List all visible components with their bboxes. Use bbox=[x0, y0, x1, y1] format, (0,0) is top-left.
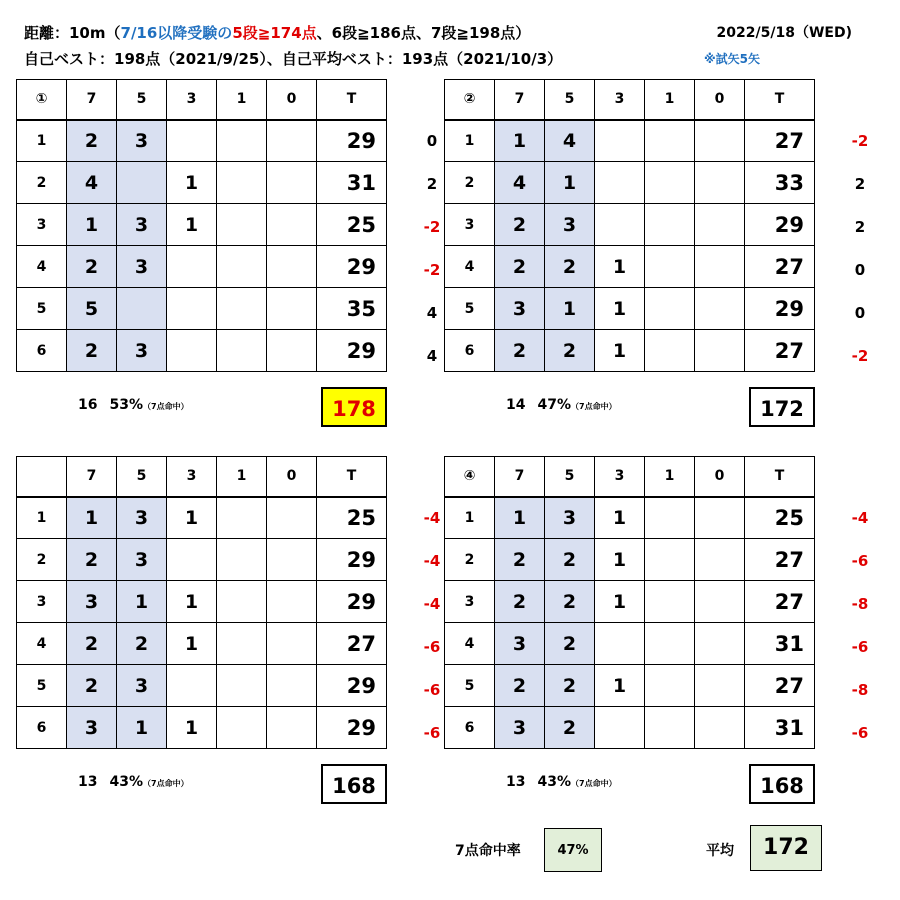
count-5: 3 bbox=[117, 246, 167, 288]
hit-rate-note: （7点命中） bbox=[571, 402, 617, 411]
end-row bbox=[17, 120, 387, 162]
count-0 bbox=[267, 707, 317, 749]
end-total: 27 bbox=[317, 623, 387, 665]
count-3 bbox=[167, 120, 217, 162]
running-difference: -6 bbox=[423, 724, 441, 742]
end-row bbox=[445, 665, 815, 707]
score-sheet-1 bbox=[16, 79, 387, 372]
end-row bbox=[445, 246, 815, 288]
end-total: 29 bbox=[317, 707, 387, 749]
count-1 bbox=[645, 707, 695, 749]
column-header: T bbox=[745, 457, 815, 497]
count-1 bbox=[217, 288, 267, 330]
end-total: 31 bbox=[745, 707, 815, 749]
count-3 bbox=[595, 204, 645, 246]
hit-rate-label: 7点命中率 bbox=[455, 843, 521, 859]
count-7: 2 bbox=[495, 246, 545, 288]
end-row bbox=[445, 707, 815, 749]
end-row bbox=[17, 246, 387, 288]
end-number: 2 bbox=[17, 539, 67, 581]
count-5: 1 bbox=[545, 288, 595, 330]
count-7: 2 bbox=[67, 623, 117, 665]
count-5: 3 bbox=[117, 497, 167, 539]
count-7: 2 bbox=[67, 665, 117, 707]
count-7: 1 bbox=[67, 497, 117, 539]
count-5: 2 bbox=[545, 623, 595, 665]
hit-rate-note: （7点命中） bbox=[143, 402, 189, 411]
count-7: 3 bbox=[495, 288, 545, 330]
count-7: 3 bbox=[495, 707, 545, 749]
count-7: 1 bbox=[67, 204, 117, 246]
end-row bbox=[17, 581, 387, 623]
hit-count: 13 bbox=[506, 774, 526, 790]
count-5: 2 bbox=[545, 246, 595, 288]
count-1 bbox=[217, 539, 267, 581]
column-header: 1 bbox=[645, 80, 695, 120]
running-difference: -2 bbox=[851, 347, 869, 365]
end-total: 31 bbox=[745, 623, 815, 665]
running-difference: 4 bbox=[426, 304, 438, 322]
count-1 bbox=[217, 497, 267, 539]
end-row bbox=[17, 288, 387, 330]
end-total: 29 bbox=[317, 246, 387, 288]
count-3 bbox=[167, 539, 217, 581]
count-1 bbox=[645, 581, 695, 623]
end-number: 5 bbox=[445, 665, 495, 707]
count-7: 2 bbox=[67, 246, 117, 288]
end-total: 35 bbox=[317, 288, 387, 330]
count-7: 2 bbox=[495, 539, 545, 581]
end-number: 2 bbox=[17, 162, 67, 204]
hit-rate: 43% bbox=[109, 774, 143, 790]
average-box: 172 bbox=[750, 825, 822, 871]
count-3: 1 bbox=[595, 288, 645, 330]
count-7: 2 bbox=[495, 665, 545, 707]
column-header: 7 bbox=[67, 80, 117, 120]
end-total: 27 bbox=[745, 330, 815, 372]
column-header: 1 bbox=[217, 457, 267, 497]
count-5: 1 bbox=[117, 581, 167, 623]
end-row bbox=[17, 665, 387, 707]
running-difference: -2 bbox=[851, 132, 869, 150]
hit-rate: 43% bbox=[537, 774, 571, 790]
session-date: 2022/5/18（WED) bbox=[716, 25, 852, 41]
end-row bbox=[445, 497, 815, 539]
count-7: 2 bbox=[495, 330, 545, 372]
end-total: 27 bbox=[745, 120, 815, 162]
column-header: 3 bbox=[167, 80, 217, 120]
count-5: 2 bbox=[545, 539, 595, 581]
count-7: 1 bbox=[495, 497, 545, 539]
end-total: 29 bbox=[317, 120, 387, 162]
running-difference: -4 bbox=[851, 509, 869, 527]
end-number: 1 bbox=[445, 120, 495, 162]
count-3 bbox=[595, 707, 645, 749]
running-difference: -4 bbox=[423, 509, 441, 527]
end-number: 6 bbox=[17, 707, 67, 749]
count-5: 3 bbox=[545, 204, 595, 246]
count-3 bbox=[167, 330, 217, 372]
end-number: 1 bbox=[17, 120, 67, 162]
end-number: 3 bbox=[445, 581, 495, 623]
end-number: 2 bbox=[445, 539, 495, 581]
count-1 bbox=[645, 204, 695, 246]
running-difference: 2 bbox=[854, 218, 866, 236]
count-5: 2 bbox=[545, 665, 595, 707]
count-0 bbox=[267, 120, 317, 162]
end-total: 29 bbox=[317, 581, 387, 623]
sheet-summary bbox=[78, 397, 189, 413]
end-number: 4 bbox=[445, 623, 495, 665]
count-5: 1 bbox=[545, 162, 595, 204]
count-3: 1 bbox=[595, 497, 645, 539]
score-sheet-2 bbox=[444, 79, 815, 372]
count-1 bbox=[645, 246, 695, 288]
running-difference: -4 bbox=[423, 595, 441, 613]
count-5: 3 bbox=[117, 665, 167, 707]
count-3: 1 bbox=[167, 623, 217, 665]
column-header: 0 bbox=[695, 457, 745, 497]
end-total: 29 bbox=[317, 330, 387, 372]
count-3 bbox=[167, 288, 217, 330]
count-0 bbox=[695, 330, 745, 372]
count-1 bbox=[645, 497, 695, 539]
running-difference: -6 bbox=[423, 638, 441, 656]
distance-text: 距離：10m（ bbox=[24, 24, 121, 42]
count-1 bbox=[645, 539, 695, 581]
dan5-requirement: 5段≧174点 bbox=[232, 24, 317, 42]
column-header: 3 bbox=[595, 457, 645, 497]
count-1 bbox=[217, 665, 267, 707]
count-5: 4 bbox=[545, 120, 595, 162]
count-0 bbox=[695, 204, 745, 246]
count-5: 3 bbox=[117, 120, 167, 162]
column-header: 3 bbox=[595, 80, 645, 120]
count-5: 1 bbox=[117, 707, 167, 749]
end-total: 29 bbox=[745, 204, 815, 246]
count-1 bbox=[217, 707, 267, 749]
count-0 bbox=[695, 539, 745, 581]
end-number: 6 bbox=[445, 330, 495, 372]
count-0 bbox=[695, 707, 745, 749]
end-total: 25 bbox=[745, 497, 815, 539]
end-row bbox=[17, 497, 387, 539]
column-header: 5 bbox=[545, 457, 595, 497]
count-3 bbox=[167, 665, 217, 707]
count-1 bbox=[645, 330, 695, 372]
count-3 bbox=[595, 623, 645, 665]
count-0 bbox=[267, 623, 317, 665]
count-0 bbox=[695, 120, 745, 162]
running-difference: -6 bbox=[851, 552, 869, 570]
sheet-total: 168 bbox=[321, 764, 387, 804]
count-7: 2 bbox=[67, 120, 117, 162]
end-total: 29 bbox=[317, 539, 387, 581]
end-row bbox=[17, 204, 387, 246]
column-header: 1 bbox=[217, 80, 267, 120]
end-number: 6 bbox=[17, 330, 67, 372]
count-0 bbox=[695, 246, 745, 288]
count-3: 1 bbox=[167, 581, 217, 623]
end-number: 1 bbox=[445, 497, 495, 539]
count-3 bbox=[167, 246, 217, 288]
running-difference: -2 bbox=[423, 218, 441, 236]
end-row bbox=[445, 623, 815, 665]
count-3: 1 bbox=[595, 330, 645, 372]
count-1 bbox=[217, 581, 267, 623]
count-3: 1 bbox=[167, 204, 217, 246]
sheet-label bbox=[17, 457, 67, 497]
column-header: T bbox=[317, 457, 387, 497]
count-5: 3 bbox=[117, 330, 167, 372]
column-header: 7 bbox=[495, 80, 545, 120]
end-number: 4 bbox=[445, 246, 495, 288]
sheet-label: ② bbox=[445, 80, 495, 120]
count-5: 3 bbox=[545, 497, 595, 539]
count-7: 4 bbox=[495, 162, 545, 204]
hit-rate: 53% bbox=[109, 397, 143, 413]
running-difference: -8 bbox=[851, 595, 869, 613]
running-difference: 0 bbox=[854, 304, 866, 322]
count-3: 1 bbox=[595, 539, 645, 581]
end-number: 6 bbox=[445, 707, 495, 749]
count-1 bbox=[645, 120, 695, 162]
end-row bbox=[445, 120, 815, 162]
score-sheet-4 bbox=[444, 456, 815, 749]
count-0 bbox=[695, 288, 745, 330]
sheet-summary bbox=[78, 774, 189, 790]
count-7: 3 bbox=[495, 623, 545, 665]
running-difference: 0 bbox=[426, 132, 438, 150]
count-0 bbox=[267, 204, 317, 246]
end-number: 3 bbox=[17, 581, 67, 623]
end-total: 29 bbox=[317, 665, 387, 707]
count-0 bbox=[267, 162, 317, 204]
count-5: 2 bbox=[545, 330, 595, 372]
count-1 bbox=[645, 665, 695, 707]
end-total: 33 bbox=[745, 162, 815, 204]
score-sheet-3 bbox=[16, 456, 387, 749]
header-line-2: 自己ベスト：198点（2021/9/25）、自己平均ベスト：193点（2021/10/3） bbox=[24, 50, 563, 68]
count-3: 1 bbox=[167, 497, 217, 539]
column-header: 7 bbox=[495, 457, 545, 497]
count-0 bbox=[695, 162, 745, 204]
count-0 bbox=[267, 539, 317, 581]
count-1 bbox=[217, 330, 267, 372]
hit-rate: 47% bbox=[537, 397, 571, 413]
running-difference: 2 bbox=[854, 175, 866, 193]
count-7: 5 bbox=[67, 288, 117, 330]
count-1 bbox=[217, 246, 267, 288]
column-header: 0 bbox=[267, 80, 317, 120]
count-5 bbox=[117, 288, 167, 330]
end-row bbox=[17, 539, 387, 581]
count-0 bbox=[267, 581, 317, 623]
other-requirements: 、6段≧186点、7段≧198点） bbox=[316, 24, 531, 42]
running-difference: 0 bbox=[854, 261, 866, 279]
end-total: 31 bbox=[317, 162, 387, 204]
count-3 bbox=[595, 120, 645, 162]
sheet-total: 168 bbox=[749, 764, 815, 804]
column-header: 0 bbox=[267, 457, 317, 497]
end-row bbox=[17, 162, 387, 204]
end-row bbox=[17, 330, 387, 372]
count-0 bbox=[695, 581, 745, 623]
end-number: 1 bbox=[17, 497, 67, 539]
count-7: 2 bbox=[67, 539, 117, 581]
column-header: T bbox=[317, 80, 387, 120]
count-1 bbox=[217, 623, 267, 665]
end-number: 5 bbox=[17, 665, 67, 707]
end-row bbox=[445, 162, 815, 204]
average-label: 平均 bbox=[706, 843, 734, 859]
count-3 bbox=[595, 162, 645, 204]
end-total: 25 bbox=[317, 204, 387, 246]
end-total: 27 bbox=[745, 665, 815, 707]
end-row bbox=[445, 288, 815, 330]
end-total: 29 bbox=[745, 288, 815, 330]
column-header: 0 bbox=[695, 80, 745, 120]
count-1 bbox=[217, 204, 267, 246]
count-0 bbox=[267, 246, 317, 288]
end-row bbox=[445, 539, 815, 581]
count-0 bbox=[267, 288, 317, 330]
running-difference: -6 bbox=[851, 724, 869, 742]
end-row bbox=[445, 204, 815, 246]
sheet-label: ① bbox=[17, 80, 67, 120]
end-row bbox=[445, 330, 815, 372]
running-difference: -4 bbox=[423, 552, 441, 570]
trial-arrows-note: ※試矢5矢 bbox=[704, 52, 761, 66]
end-number: 4 bbox=[17, 246, 67, 288]
hit-count: 16 bbox=[78, 397, 98, 413]
hit-count: 13 bbox=[78, 774, 98, 790]
count-3: 1 bbox=[595, 246, 645, 288]
count-7: 4 bbox=[67, 162, 117, 204]
column-header: 5 bbox=[117, 457, 167, 497]
running-difference: -6 bbox=[851, 638, 869, 656]
count-7: 2 bbox=[495, 581, 545, 623]
column-header: 5 bbox=[545, 80, 595, 120]
count-7: 3 bbox=[67, 581, 117, 623]
hit-count: 14 bbox=[506, 397, 526, 413]
running-difference: 4 bbox=[426, 347, 438, 365]
hit-rate-note: （7点命中） bbox=[143, 779, 189, 788]
running-difference: -6 bbox=[423, 681, 441, 699]
count-7: 3 bbox=[67, 707, 117, 749]
end-total: 25 bbox=[317, 497, 387, 539]
column-header: T bbox=[745, 80, 815, 120]
count-1 bbox=[217, 120, 267, 162]
count-7: 2 bbox=[67, 330, 117, 372]
column-header: 7 bbox=[67, 457, 117, 497]
sheet-label: ④ bbox=[445, 457, 495, 497]
count-1 bbox=[217, 162, 267, 204]
column-header: 1 bbox=[645, 457, 695, 497]
end-number: 4 bbox=[17, 623, 67, 665]
count-5: 2 bbox=[545, 581, 595, 623]
sheet-total: 178 bbox=[321, 387, 387, 427]
column-header: 5 bbox=[117, 80, 167, 120]
hit-rate-box: 47% bbox=[544, 828, 602, 872]
end-number: 2 bbox=[445, 162, 495, 204]
running-difference: -2 bbox=[423, 261, 441, 279]
count-0 bbox=[267, 665, 317, 707]
running-difference: 2 bbox=[426, 175, 438, 193]
count-0 bbox=[695, 497, 745, 539]
count-7: 1 bbox=[495, 120, 545, 162]
end-number: 5 bbox=[17, 288, 67, 330]
end-number: 5 bbox=[445, 288, 495, 330]
count-3: 1 bbox=[167, 707, 217, 749]
header-line-1 bbox=[24, 22, 530, 43]
count-0 bbox=[695, 665, 745, 707]
end-number: 3 bbox=[445, 204, 495, 246]
count-1 bbox=[645, 623, 695, 665]
sheet-summary bbox=[506, 774, 617, 790]
count-5: 3 bbox=[117, 539, 167, 581]
exam-date-condition: 7/16以降受験の bbox=[120, 24, 233, 42]
count-5: 3 bbox=[117, 204, 167, 246]
count-5: 2 bbox=[545, 707, 595, 749]
count-3: 1 bbox=[595, 665, 645, 707]
end-row bbox=[445, 581, 815, 623]
count-3: 1 bbox=[595, 581, 645, 623]
end-number: 3 bbox=[17, 204, 67, 246]
count-0 bbox=[267, 330, 317, 372]
hit-rate-note: （7点命中） bbox=[571, 779, 617, 788]
count-0 bbox=[267, 497, 317, 539]
count-3: 1 bbox=[167, 162, 217, 204]
end-row bbox=[17, 623, 387, 665]
sheet-total: 172 bbox=[749, 387, 815, 427]
running-difference: -8 bbox=[851, 681, 869, 699]
end-total: 27 bbox=[745, 539, 815, 581]
count-5 bbox=[117, 162, 167, 204]
count-1 bbox=[645, 288, 695, 330]
count-7: 2 bbox=[495, 204, 545, 246]
sheet-summary bbox=[506, 397, 617, 413]
end-total: 27 bbox=[745, 246, 815, 288]
count-5: 2 bbox=[117, 623, 167, 665]
count-1 bbox=[645, 162, 695, 204]
column-header: 3 bbox=[167, 457, 217, 497]
end-row bbox=[17, 707, 387, 749]
end-total: 27 bbox=[745, 581, 815, 623]
count-0 bbox=[695, 623, 745, 665]
